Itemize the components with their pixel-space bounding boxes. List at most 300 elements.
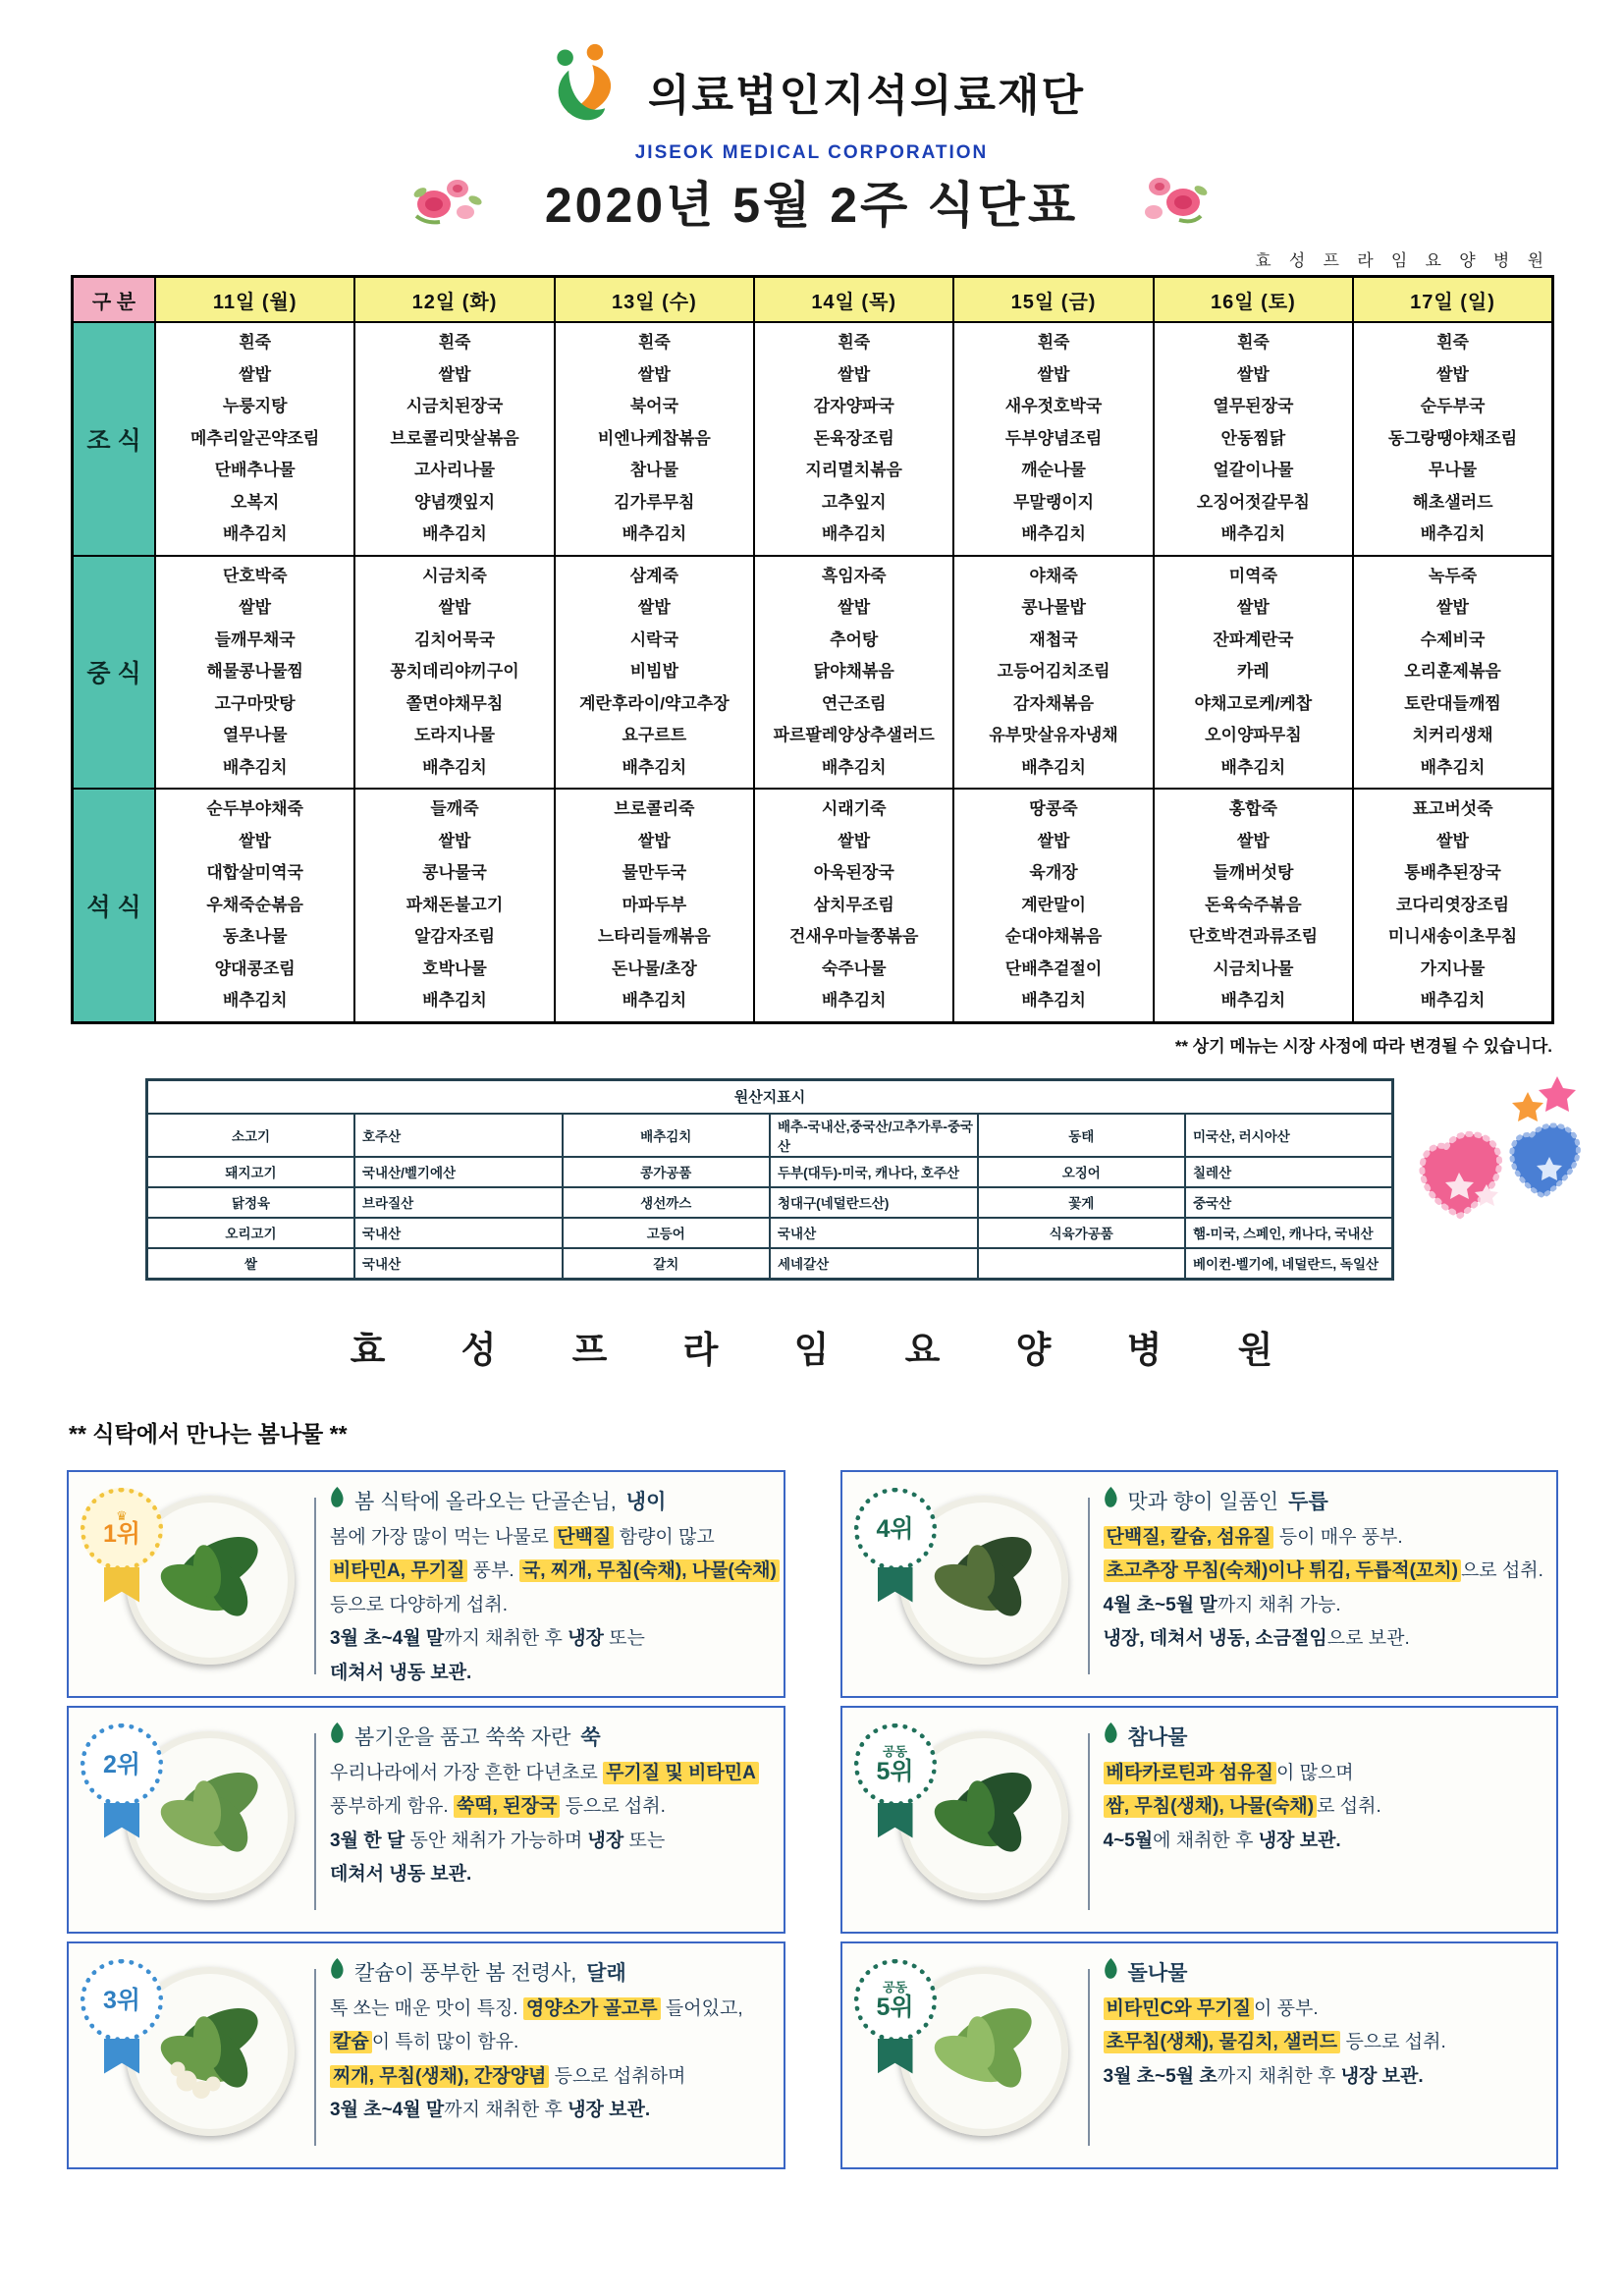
leaf-icon	[1104, 1487, 1118, 1514]
menu-cell	[1154, 322, 1353, 556]
rank-small-label: 공동	[882, 1743, 908, 1759]
menu-cell	[555, 556, 754, 790]
menu-item: 브로콜리맛살볶음	[390, 428, 519, 448]
card-title-text: 참나물	[1127, 1725, 1188, 1749]
origin-item: 닭정육	[147, 1187, 355, 1218]
menu-item: 새우젓호박국	[1004, 397, 1103, 415]
card-body-line	[330, 2060, 772, 2095]
card-title-line	[1104, 1486, 1545, 1515]
menu-item: 파르팔레양상추샐러드	[773, 726, 935, 744]
card-body-line	[330, 1521, 772, 1556]
menu-item: 배추김치	[222, 524, 288, 543]
card-text-block	[330, 1957, 772, 2128]
card-divider-line	[1088, 1498, 1090, 1674]
card-text: 이 특히 많이 함유.	[371, 2032, 519, 2052]
rank-label: 4위	[876, 1514, 914, 1543]
crown-icon: ♛	[116, 1507, 128, 1523]
menu-item: 쌀밥	[438, 598, 471, 617]
menu-item: 치커리생채	[1412, 726, 1493, 744]
spring-greens-cards	[67, 1470, 1558, 2169]
menu-cell	[155, 556, 354, 790]
card-text: 4월 초~5월 말	[1103, 1594, 1217, 1615]
menu-item: 안동찜닭	[1220, 428, 1286, 448]
card-text: 3월 초~4월 말	[330, 1628, 445, 1649]
origin-row	[147, 1218, 1393, 1248]
menu-item: 배추김치	[1220, 524, 1286, 543]
card-divider-line	[1088, 1733, 1090, 1910]
menu-item: 참나물	[629, 461, 678, 479]
origin-row	[147, 1187, 1393, 1218]
origin-source: 국내산	[770, 1218, 978, 1248]
menu-item: 무말랭이지	[1012, 492, 1095, 512]
card-body-line	[1104, 2026, 1545, 2060]
day-header: 11일 (월)	[155, 277, 354, 323]
origin-item: 돼지고기	[147, 1157, 355, 1187]
card-title-text: 두릅	[1288, 1490, 1328, 1513]
menu-item: 시락국	[629, 629, 678, 649]
menu-item: 쌀밥	[637, 598, 671, 617]
menu-item: 얼갈이나물	[1213, 461, 1294, 479]
menu-item: 미역죽	[1228, 566, 1278, 585]
origin-source: 베이컨-벨기에, 네덜란드, 독일산	[1185, 1248, 1393, 1280]
menu-header-row	[73, 277, 1553, 323]
card-body-line	[330, 1790, 772, 1825]
menu-item: 쌀밥	[438, 831, 471, 850]
menu-item: 흰죽	[239, 333, 272, 352]
rank-badge	[81, 1723, 163, 1806]
card-body-line	[1104, 1993, 1545, 2027]
card-text: 4~5월	[1103, 1830, 1154, 1851]
org-name-en: JISEOK MEDICAL CORPORATION	[634, 142, 989, 163]
card-text: 비타민C와 무기질	[1104, 1997, 1254, 2020]
card-text: 냉장	[587, 1830, 624, 1851]
card-text: 데쳐서 냉동 보관.	[330, 1662, 472, 1683]
menu-item: 계란후라이/약고추장	[579, 693, 730, 713]
card-text-block	[1104, 1722, 1545, 1859]
meal-label: 중 식	[73, 556, 156, 790]
menu-item: 동초나물	[222, 927, 288, 946]
card-divider-line	[1088, 1969, 1090, 2146]
day-header: 14일 (목)	[754, 277, 953, 323]
card-body-line	[330, 1622, 772, 1657]
menu-item: 오리훈제볶음	[1404, 662, 1501, 681]
menu-item: 쌀밥	[1236, 364, 1270, 384]
menu-cell	[1154, 556, 1353, 790]
menu-cell	[1353, 556, 1552, 790]
card-text: 3월 초~4월 말	[330, 2100, 445, 2120]
rank-badge	[854, 1723, 937, 1806]
menu-item: 배추김치	[1420, 991, 1486, 1010]
origin-item: 오리고기	[147, 1218, 355, 1248]
card-text: 봄에 가장 많이 먹는 나물로	[330, 1526, 555, 1548]
menu-change-note: ** 상기 메뉴는 시장 사정에 따라 변경될 수 있습니다.	[1174, 1036, 1552, 1056]
page-title: 2020년 5월 2주 식단표	[544, 178, 1079, 233]
menu-cell	[754, 322, 953, 556]
card-title-line	[1104, 1957, 1545, 1987]
spring-green-card	[840, 1941, 1559, 2169]
card-text: 풍부.	[467, 1560, 519, 1581]
menu-item: 배추김치	[1420, 757, 1486, 777]
menu-item: 흑임자죽	[821, 566, 887, 585]
menu-item: 쌀밥	[1436, 598, 1469, 617]
menu-item: 배추김치	[1021, 991, 1086, 1010]
card-text: 까지 채취한 후	[444, 2100, 568, 2120]
meal-row	[73, 322, 1553, 556]
origin-item: 갈치	[563, 1248, 771, 1280]
card-text-block	[1104, 1486, 1545, 1657]
menu-item: 녹두죽	[1428, 566, 1478, 585]
origin-source: 두부(대두)-미국, 캐나다, 호주산	[770, 1157, 978, 1187]
card-text: 까지 채취 가능.	[1217, 1594, 1341, 1615]
menu-item: 배추김치	[821, 757, 887, 777]
org-name: 의료법인지석의료재단	[647, 71, 1086, 120]
card-body-line	[330, 2026, 772, 2060]
menu-item: 요구르트	[622, 726, 687, 744]
card-body-line	[330, 1657, 772, 1691]
menu-item: 도라지나물	[413, 726, 496, 744]
menu-item: 배추김치	[422, 757, 487, 777]
spring-green-card	[840, 1706, 1559, 1934]
menu-item: 홍합죽	[1228, 799, 1278, 818]
menu-item: 돈육숙주볶음	[1205, 895, 1302, 914]
origin-source: 햄-미국, 스페인, 캐나다, 국내산	[1185, 1218, 1393, 1248]
menu-item: 물만두국	[622, 863, 687, 882]
menu-item: 수제비국	[1420, 629, 1486, 649]
origin-source: 중국산	[1185, 1187, 1393, 1218]
menu-item: 추어탕	[830, 629, 879, 649]
menu-item: 김치어묵국	[413, 629, 496, 649]
menu-item: 쫄면야채무침	[406, 693, 504, 713]
card-title-text: 쑥	[580, 1725, 601, 1749]
menu-item: 들깨무채국	[214, 629, 296, 649]
card-text: 또는	[623, 1830, 666, 1851]
menu-item: 삼계죽	[629, 566, 678, 585]
menu-item: 들깨죽	[430, 799, 479, 818]
menu-item: 단배추나물	[214, 461, 296, 479]
menu-item: 양대콩조림	[214, 958, 296, 978]
menu-item: 쌀밥	[239, 598, 272, 617]
menu-item: 쌀밥	[838, 598, 871, 617]
card-title-text: 달래	[586, 1961, 626, 1985]
menu-item: 단호박죽	[222, 566, 288, 585]
card-text-block	[330, 1722, 772, 1892]
card-text: 톡 쏘는 매운 맛이 특징.	[330, 1997, 523, 2019]
menu-item: 숙주나물	[821, 958, 887, 978]
day-header: 16일 (토)	[1154, 277, 1353, 323]
card-body-line	[330, 1757, 772, 1791]
menu-item: 김가루무침	[614, 492, 695, 512]
card-body-line	[1104, 1521, 1545, 1556]
card-title-text: 봄기운을 품고 쑥쑥 자란	[354, 1725, 571, 1749]
card-text: 냉장	[568, 1628, 604, 1649]
origin-source: 청대구(네덜란드산)	[770, 1187, 978, 1218]
card-text: 이 많으며	[1275, 1762, 1354, 1783]
card-text: 칼슘	[330, 2031, 372, 2053]
origin-source: 칠레산	[1185, 1157, 1393, 1187]
card-body-line	[330, 1858, 772, 1892]
card-body-line	[330, 1589, 772, 1623]
menu-item: 흰죽	[637, 333, 671, 352]
leaf-icon	[330, 1958, 345, 1986]
card-title-line	[330, 1486, 772, 1515]
weekly-menu-table	[71, 275, 1554, 1024]
card-title-text: 돌나물	[1127, 1961, 1188, 1985]
menu-cell	[555, 789, 754, 1022]
menu-item: 돈나물/초장	[611, 958, 697, 978]
origin-item: 고등어	[563, 1218, 771, 1248]
menu-item: 오이양파무침	[1205, 726, 1302, 744]
card-text: 데쳐서 냉동 보관.	[330, 1864, 472, 1885]
card-text: 국, 찌개, 무침(숙채), 나물(숙채)	[519, 1559, 780, 1582]
card-text: 등이 매우 풍부.	[1273, 1526, 1403, 1548]
menu-cell	[354, 789, 554, 1022]
day-header: 17일 (일)	[1353, 277, 1552, 323]
meal-label: 조 식	[73, 322, 156, 556]
menu-cell	[953, 556, 1153, 790]
menu-item: 열무나물	[222, 726, 288, 744]
rank-label: 5위	[876, 1757, 914, 1785]
card-text: 3월 초~5월 초	[1103, 2065, 1217, 2087]
menu-item: 대합살미역국	[206, 863, 303, 882]
menu-item: 누룽지탕	[222, 397, 288, 415]
rank-badge	[854, 1488, 937, 1570]
menu-item: 배추김치	[1220, 757, 1286, 777]
menu-item: 유부맛살유자냉채	[989, 726, 1118, 744]
spring-greens-section-title: ** 식탁에서 만나는 봄나물 **	[69, 1420, 348, 1447]
origin-title-row	[147, 1079, 1393, 1114]
menu-item: 배추김치	[1021, 757, 1086, 777]
card-text: 영양소가 골고루	[523, 1997, 661, 2020]
menu-item: 쌀밥	[1436, 831, 1469, 850]
menu-item: 통배추된장국	[1404, 863, 1501, 882]
card-text: 찌개, 무침(생채), 간장양념	[330, 2065, 549, 2088]
menu-item: 느타리들깨볶음	[597, 927, 711, 946]
menu-item: 두부양념조림	[1004, 428, 1103, 448]
leaf-icon	[330, 1722, 345, 1750]
origin-source: 미국산, 러시아산	[1185, 1114, 1393, 1157]
menu-item: 배추김치	[422, 991, 487, 1010]
menu-item: 파채돈불고기	[406, 895, 504, 914]
menu-item: 시금치죽	[422, 566, 487, 585]
origin-item: 소고기	[147, 1114, 355, 1157]
card-text: 초무침(생채), 물김치, 샐러드	[1104, 2031, 1341, 2053]
card-text: 등으로 섭취.	[560, 1796, 666, 1817]
menu-cell	[354, 556, 554, 790]
menu-item: 브로콜리죽	[614, 799, 695, 818]
menu-cell	[1353, 789, 1552, 1022]
menu-item: 흰죽	[1436, 333, 1469, 352]
card-text: 냉장, 데쳐서 냉동, 소금절임	[1103, 1628, 1327, 1649]
card-body-line	[330, 2094, 772, 2128]
menu-item: 표고버섯죽	[1412, 799, 1493, 818]
menu-item: 쌀밥	[637, 364, 671, 384]
leaf-icon	[330, 1487, 345, 1514]
origin-source: 국내산/벨기에산	[354, 1157, 563, 1187]
meal-label: 석 식	[73, 789, 156, 1022]
menu-cell	[754, 789, 953, 1022]
menu-item: 쌀밥	[838, 831, 871, 850]
menu-item: 감자양파국	[813, 397, 894, 415]
menu-item: 삼치무조림	[813, 895, 894, 914]
menu-item: 잔파계란국	[1213, 629, 1294, 649]
menu-item: 열무된장국	[1213, 397, 1294, 415]
card-text-block	[330, 1486, 777, 1691]
menu-item: 우채죽순볶음	[206, 895, 303, 914]
menu-item: 가지나물	[1420, 958, 1486, 978]
menu-item: 쌀밥	[1236, 598, 1270, 617]
card-text: 으로 보관.	[1326, 1628, 1410, 1649]
menu-item: 건새우마늘쫑볶음	[789, 927, 919, 946]
menu-item: 비엔나케찹볶음	[597, 428, 711, 448]
origin-item: 콩가공품	[563, 1157, 771, 1187]
card-text: 냉장 보관.	[1258, 1830, 1341, 1851]
card-text: 까지 채취한 후	[444, 1628, 568, 1649]
card-body-line	[330, 1825, 772, 1859]
menu-item: 깨순나물	[1021, 461, 1086, 479]
origin-item: 생선까스	[563, 1187, 771, 1218]
spring-green-card	[67, 1706, 785, 1934]
card-title-line	[330, 1722, 772, 1751]
rank-label: 5위	[876, 1993, 914, 2021]
card-text: 냉장 보관.	[568, 2100, 651, 2120]
card-text: 함량이 많고	[614, 1526, 715, 1548]
card-title-text: 맛과 향이 일품인	[1127, 1490, 1279, 1513]
menu-item: 순대야채볶음	[1004, 927, 1103, 946]
card-divider-line	[314, 1498, 316, 1674]
menu-item: 순두부야채죽	[206, 799, 303, 818]
card-text: 에 채취한 후	[1153, 1830, 1259, 1851]
menu-item: 무나물	[1428, 461, 1478, 479]
document-header	[0, 0, 1623, 237]
menu-cell	[1154, 789, 1353, 1022]
menu-item: 배추김치	[222, 991, 288, 1010]
origin-item	[978, 1248, 1186, 1280]
origin-source: 국내산	[354, 1218, 563, 1248]
menu-item: 배추김치	[422, 524, 487, 543]
menu-item: 쌀밥	[1236, 831, 1270, 850]
menu-item: 콩나물밥	[1021, 598, 1086, 617]
spring-green-card	[840, 1470, 1559, 1698]
hospital-name-large: 효 성 프 라 임 요 양 병 원	[350, 1330, 1307, 1371]
menu-item: 고등어김치조림	[997, 662, 1110, 681]
menu-item: 시금치된장국	[406, 397, 504, 415]
card-text-block	[1104, 1957, 1545, 2095]
rank-label: 3위	[102, 1986, 141, 2014]
menu-item: 시래기죽	[821, 799, 887, 818]
day-header: 15일 (금)	[953, 277, 1153, 323]
menu-item: 고사리나물	[413, 461, 496, 479]
menu-item: 콩나물국	[422, 863, 487, 882]
rank-badge	[81, 1488, 163, 1570]
origin-source: 호주산	[354, 1114, 563, 1157]
card-body-line	[1104, 1757, 1545, 1791]
card-text: 베타카로틴과 섬유질	[1104, 1762, 1276, 1784]
day-header: 13일 (수)	[555, 277, 754, 323]
menu-item: 마파두부	[622, 895, 687, 914]
origin-item: 오징어	[978, 1157, 1186, 1187]
menu-cell	[953, 789, 1153, 1022]
card-body-line	[1104, 1555, 1545, 1589]
meal-row	[73, 556, 1553, 790]
menu-item: 쌀밥	[1037, 831, 1070, 850]
menu-item: 순두부국	[1420, 397, 1486, 415]
menu-item: 지리멸치볶음	[805, 461, 902, 479]
menu-cell	[754, 556, 953, 790]
menu-item: 쌀밥	[1037, 364, 1070, 384]
card-text: 으로 섭취.	[1460, 1560, 1543, 1581]
menu-item: 배추김치	[1220, 991, 1286, 1010]
menu-item: 흰죽	[438, 333, 471, 352]
menu-item: 배추김치	[622, 757, 687, 777]
origin-source: 국내산	[354, 1248, 563, 1280]
menu-item: 돈육장조림	[813, 428, 894, 448]
card-text: 쌈, 무침(생채), 나물(숙채)	[1104, 1795, 1318, 1818]
origin-item: 동태	[978, 1114, 1186, 1157]
card-text: 들어있고,	[660, 1997, 743, 2019]
card-body-line	[1104, 1589, 1545, 1623]
menu-cell	[555, 322, 754, 556]
origin-source: 브라질산	[354, 1187, 563, 1218]
menu-item: 아욱된장국	[813, 863, 894, 882]
card-title-line	[330, 1957, 772, 1987]
menu-item: 해초샐러드	[1412, 492, 1493, 512]
menu-item: 토란대들깨찜	[1404, 693, 1501, 713]
menu-item: 야채죽	[1029, 566, 1078, 585]
card-title-line	[1104, 1722, 1545, 1751]
spring-green-card	[67, 1470, 785, 1698]
origin-row	[147, 1157, 1393, 1187]
menu-item: 고구마맛탕	[214, 693, 296, 713]
menu-item: 북어국	[629, 397, 678, 415]
menu-item: 배추김치	[1420, 524, 1486, 543]
card-text: 풍부하게 함유.	[330, 1796, 454, 1817]
origin-item: 꽃게	[978, 1187, 1186, 1218]
leaf-icon	[1104, 1722, 1118, 1750]
menu-item: 들깨버섯탕	[1213, 863, 1294, 882]
menu-corner-header: 구 분	[73, 277, 156, 323]
menu-item: 감자채볶음	[1012, 693, 1095, 713]
spring-green-card	[67, 1941, 785, 2169]
card-text: 등으로 다양하게 섭취.	[330, 1594, 509, 1615]
card-text: 3월 한 달	[330, 1830, 406, 1851]
menu-item: 오복지	[231, 492, 280, 512]
origin-row	[147, 1248, 1393, 1280]
menu-item: 해물콩나물찜	[206, 662, 303, 681]
origin-item: 식육가공품	[978, 1218, 1186, 1248]
card-text: 로 섭취.	[1317, 1796, 1381, 1817]
origin-source: 세네갈산	[770, 1248, 978, 1280]
origin-source: 배추-국내산,중국산/고추가루-중국산	[770, 1114, 978, 1157]
rank-badge	[854, 1959, 937, 2042]
rank-badge	[81, 1959, 163, 2042]
origin-table	[145, 1078, 1394, 1281]
menu-item: 배추김치	[1021, 524, 1086, 543]
menu-item: 쌀밥	[239, 364, 272, 384]
menu-item: 쌀밥	[438, 364, 471, 384]
menu-cell	[1353, 322, 1552, 556]
menu-item: 흰죽	[1037, 333, 1070, 352]
leaf-icon	[1104, 1958, 1118, 1986]
menu-cell	[354, 322, 554, 556]
card-body-line	[1104, 1622, 1545, 1657]
menu-item: 배추김치	[222, 757, 288, 777]
menu-item: 쌀밥	[637, 831, 671, 850]
menu-item: 육개장	[1029, 863, 1078, 882]
menu-item: 단호박견과류조림	[1188, 927, 1319, 946]
menu-item: 재첩국	[1029, 629, 1078, 649]
menu-item: 코다리엿장조림	[1396, 895, 1510, 914]
card-text: 등으로 섭취하며	[549, 2065, 686, 2087]
